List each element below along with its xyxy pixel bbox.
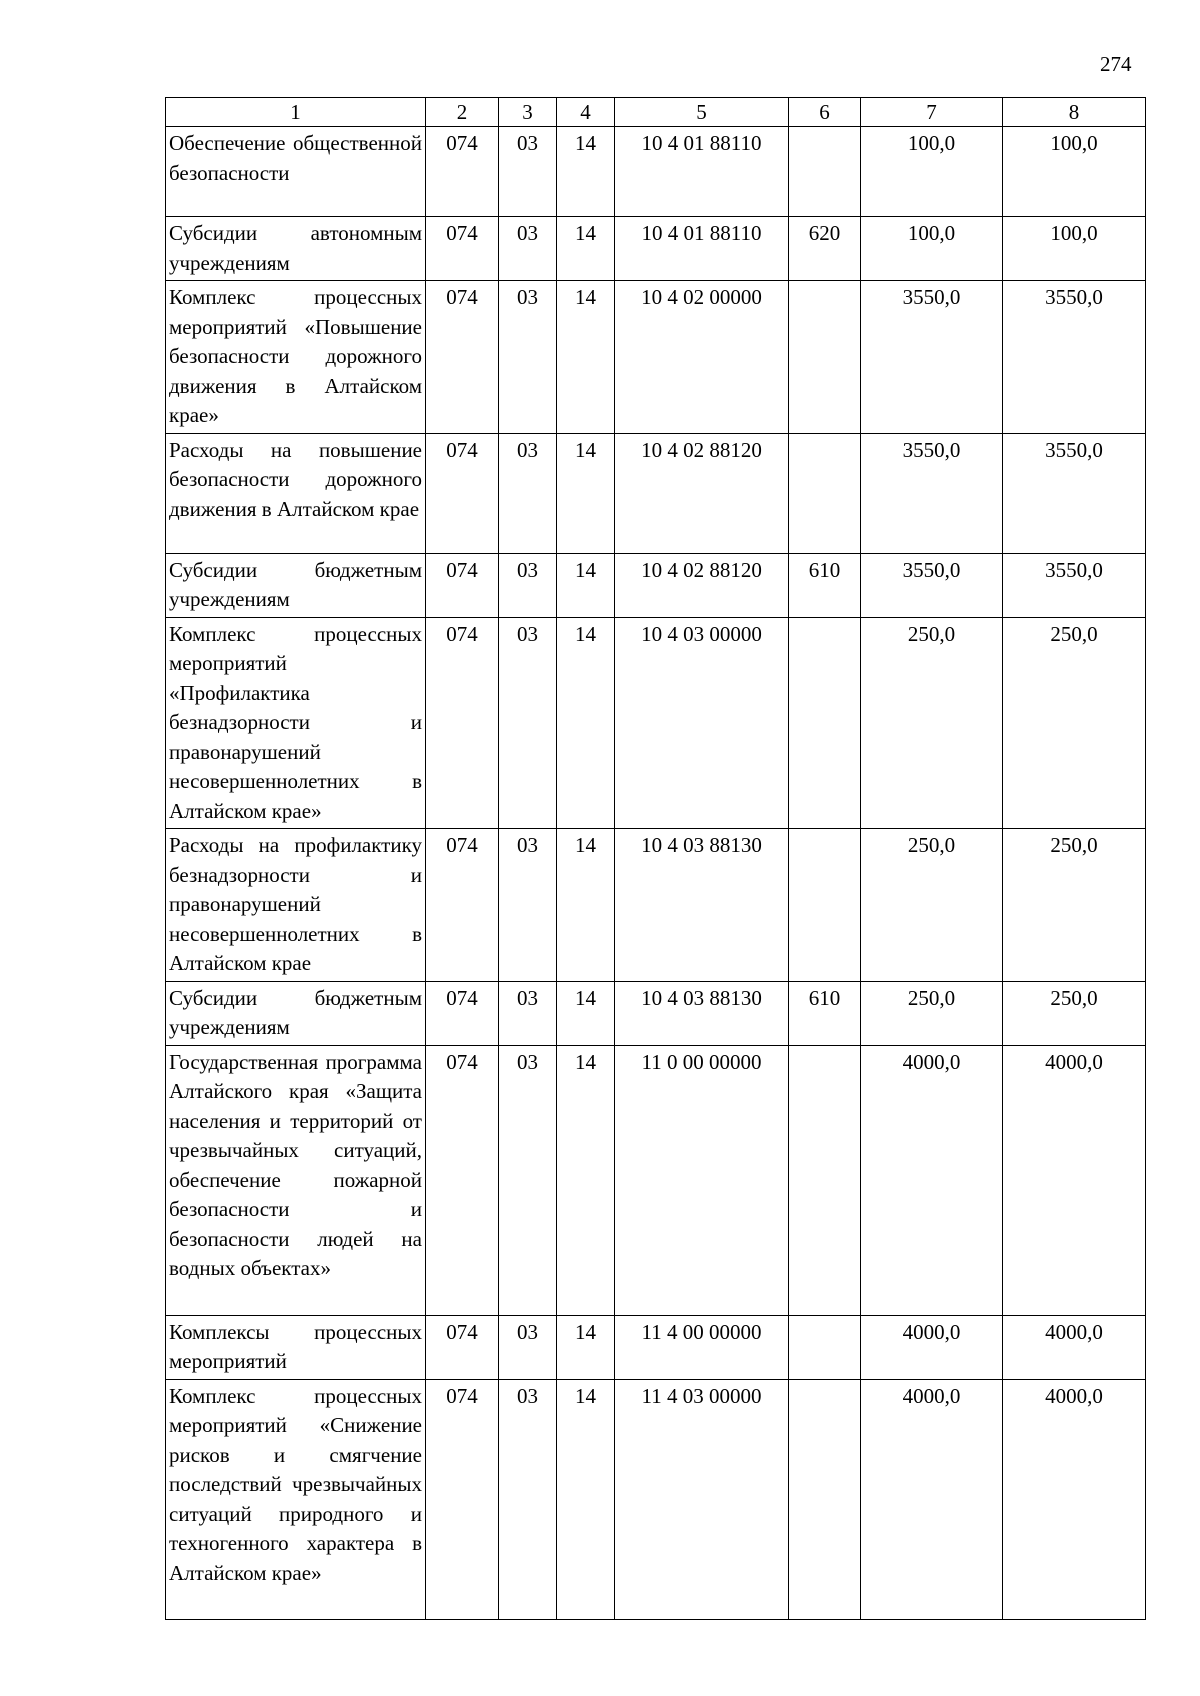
row-rz: 03 (499, 553, 557, 617)
row-sum2: 4000,0 (1003, 1379, 1146, 1619)
table-row (166, 127, 1146, 217)
table-row (166, 1379, 1146, 1619)
row-rz: 03 (499, 617, 557, 829)
header-cell: 5 (615, 98, 789, 127)
row-pr: 14 (557, 1045, 615, 1315)
row-vr: 610 (789, 553, 861, 617)
row-sum2: 3550,0 (1003, 281, 1146, 434)
row-name: Комплекс процессных мероприятий «Профилактика безнадзорности и правонарушений несовершеннолетних в Алтайском крае» (166, 617, 426, 829)
row-ved: 074 (426, 433, 499, 553)
row-ved: 074 (426, 617, 499, 829)
row-name: Субсидии бюджетным учреждениям (166, 553, 426, 617)
row-sum2: 250,0 (1003, 829, 1146, 982)
row-rz: 03 (499, 1045, 557, 1315)
row-sum2: 100,0 (1003, 127, 1146, 217)
row-name: Государственная программа Алтайского края «Защита населения и территорий от чрезвычайных ситуаций, обеспечение пожарной безопасности и безопасности людей на водных объектах» (166, 1045, 426, 1315)
row-pr: 14 (557, 127, 615, 217)
row-sum2: 3550,0 (1003, 433, 1146, 553)
row-sum1: 4000,0 (861, 1379, 1003, 1619)
row-csr: 10 4 02 88120 (615, 433, 789, 553)
row-pr: 14 (557, 433, 615, 553)
table-row (166, 1315, 1146, 1379)
table-row (166, 217, 1146, 281)
row-pr: 14 (557, 1379, 615, 1619)
header-row (166, 98, 1146, 127)
row-pr: 14 (557, 829, 615, 982)
row-sum1: 250,0 (861, 617, 1003, 829)
row-ved: 074 (426, 1379, 499, 1619)
row-sum2: 100,0 (1003, 217, 1146, 281)
page-number: 274 (1100, 52, 1132, 76)
header-cell: 2 (426, 98, 499, 127)
row-sum2: 250,0 (1003, 617, 1146, 829)
row-rz: 03 (499, 981, 557, 1045)
row-sum1: 3550,0 (861, 433, 1003, 553)
row-vr (789, 829, 861, 982)
row-sum2: 250,0 (1003, 981, 1146, 1045)
row-ved: 074 (426, 217, 499, 281)
row-pr: 14 (557, 281, 615, 434)
row-pr: 14 (557, 981, 615, 1045)
row-sum1: 250,0 (861, 981, 1003, 1045)
row-ved: 074 (426, 1315, 499, 1379)
header-cell: 8 (1003, 98, 1146, 127)
row-name: Расходы на профилактику безнадзорности и правонарушений несовершеннолетних в Алтайском крае (166, 829, 426, 982)
row-name: Комплексы процессных мероприятий (166, 1315, 426, 1379)
table-row (166, 433, 1146, 553)
header-cell: 3 (499, 98, 557, 127)
row-rz: 03 (499, 217, 557, 281)
row-name: Расходы на повышение безопасности дорожного движения в Алтайском крае (166, 433, 426, 553)
row-ved: 074 (426, 829, 499, 982)
row-sum2: 3550,0 (1003, 553, 1146, 617)
row-vr (789, 1379, 861, 1619)
row-sum1: 3550,0 (861, 553, 1003, 617)
header-cell: 1 (166, 98, 426, 127)
table-row (166, 617, 1146, 829)
row-name: Комплекс процессных мероприятий «Повышение безопасности дорожного движения в Алтайском крае» (166, 281, 426, 434)
row-pr: 14 (557, 217, 615, 281)
row-sum1: 4000,0 (861, 1315, 1003, 1379)
table-row (166, 281, 1146, 434)
row-vr (789, 127, 861, 217)
row-ved: 074 (426, 281, 499, 434)
row-csr: 11 4 03 00000 (615, 1379, 789, 1619)
row-csr: 10 4 02 00000 (615, 281, 789, 434)
row-ved: 074 (426, 127, 499, 217)
row-rz: 03 (499, 1315, 557, 1379)
header-cell: 6 (789, 98, 861, 127)
table-row (166, 981, 1146, 1045)
row-vr: 610 (789, 981, 861, 1045)
row-sum1: 250,0 (861, 829, 1003, 982)
row-csr: 10 4 03 00000 (615, 617, 789, 829)
row-csr: 10 4 03 88130 (615, 829, 789, 982)
row-name: Субсидии автономным учреждениям (166, 217, 426, 281)
row-ved: 074 (426, 981, 499, 1045)
row-name: Комплекс процессных мероприятий «Снижение рисков и смягчение последствий чрезвычайных ситуаций природного и техногенного характера в Алтайском крае» (166, 1379, 426, 1619)
row-csr: 10 4 01 88110 (615, 127, 789, 217)
row-sum2: 4000,0 (1003, 1045, 1146, 1315)
row-sum1: 3550,0 (861, 281, 1003, 434)
row-rz: 03 (499, 281, 557, 434)
row-sum1: 4000,0 (861, 1045, 1003, 1315)
row-pr: 14 (557, 1315, 615, 1379)
table-row (166, 1045, 1146, 1315)
table-row (166, 829, 1146, 982)
row-csr: 10 4 03 88130 (615, 981, 789, 1045)
row-ved: 074 (426, 1045, 499, 1315)
row-vr (789, 1045, 861, 1315)
row-rz: 03 (499, 433, 557, 553)
row-name: Обеспечение общественной безопасности (166, 127, 426, 217)
row-vr (789, 1315, 861, 1379)
row-vr (789, 617, 861, 829)
row-csr: 10 4 01 88110 (615, 217, 789, 281)
header-cell: 4 (557, 98, 615, 127)
row-sum1: 100,0 (861, 127, 1003, 217)
budget-table (165, 97, 1146, 1620)
row-ved: 074 (426, 553, 499, 617)
row-sum2: 4000,0 (1003, 1315, 1146, 1379)
row-vr: 620 (789, 217, 861, 281)
row-sum1: 100,0 (861, 217, 1003, 281)
row-csr: 11 0 00 00000 (615, 1045, 789, 1315)
row-vr (789, 281, 861, 434)
row-rz: 03 (499, 829, 557, 982)
row-csr: 11 4 00 00000 (615, 1315, 789, 1379)
row-name: Субсидии бюджетным учреждениям (166, 981, 426, 1045)
row-vr (789, 433, 861, 553)
row-csr: 10 4 02 88120 (615, 553, 789, 617)
row-rz: 03 (499, 1379, 557, 1619)
row-rz: 03 (499, 127, 557, 217)
row-pr: 14 (557, 553, 615, 617)
row-pr: 14 (557, 617, 615, 829)
table-row (166, 553, 1146, 617)
header-cell: 7 (861, 98, 1003, 127)
